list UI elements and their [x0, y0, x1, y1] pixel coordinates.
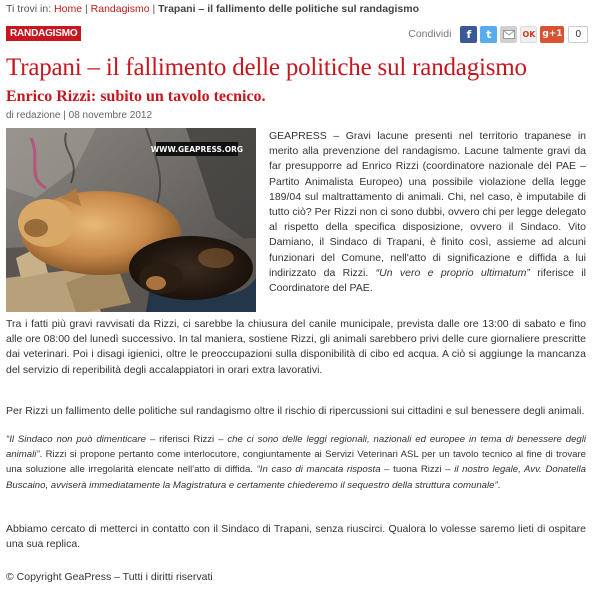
gplus-count: 0 [568, 26, 588, 43]
paragraph-text: . Rizzi si propone pertanto come interlocutore, congiuntamente ai Servizi Veterinari ASL per un tavolo tecnico al fine di trovare una soluzione alle irregolarità elencate nell'atto di diffida. [6, 449, 586, 476]
breadcrumb [6, 3, 419, 15]
quote-text: che ci sono delle leggi regionali, nazionali ed europee in tema di benessere degli animali” [6, 434, 587, 461]
facebook-share-button[interactable]: f [460, 26, 477, 43]
quote-text: il nostro legale, Avv. Donatella Buscaino, avviserà immediatamente la Magistratura e certamente chiederemo il sequestro della struttura comunale” [6, 464, 586, 491]
envelope-icon [503, 30, 515, 39]
breadcrumb-separator: | [152, 3, 156, 15]
breadcrumb-separator: | [84, 3, 88, 15]
intro-quote: “Un vero e proprio ultimatum” [375, 266, 530, 279]
article-paragraph-4: Abbiamo cercato di metterci in contatto con il Sindaco di Trapani, senza riuscirci. Qualora lo volesse saremo lieti di ospitare una sua replica. [6, 523, 586, 551]
intro-text: GEAPRESS – Gravi lacune presenti nel territorio trapanese in merito alla prevenzione del randagismo. Lacune talmente gravi da far presupporre ad Enrico Rizzi (coordinatore nazionale del PAE – Partito Animalista Europeo) una possibile violazione della legge 189/04 sul maltrattamento di animali. Chi, nel caso, è imputabile di tutto ciò? Per Rizzi non ci sono dubbi, ovvero chi per legge delegato al rispetto della specifica disposizione, ovvero il Sindaco. Vito Damiano, il Sindaco di Trapani, è finito così, assieme ad alcuni funzionari del Comune, nell'atto di significazione e diffida a lui indirizzato da Rizzi. [269, 130, 586, 279]
article-intro-paragraph [269, 129, 586, 296]
paragraph-text: . [497, 479, 501, 491]
intro-text-end: riferisce il Coordinatore del PAE. [269, 266, 586, 295]
article-paragraph-2: Per Rizzi un fallimento delle politiche sul randagismo oltre il rischio di ripercussioni sui cittadini e sul benessere degli animali. [6, 405, 585, 417]
sleeping-dogs-image [6, 128, 256, 312]
category-badge[interactable]: RANDAGISMO [6, 26, 81, 41]
ok-share-button[interactable]: OK [520, 26, 537, 43]
paragraph-text: – tuona Rizzi – [380, 464, 455, 476]
twitter-share-button[interactable]: t [480, 26, 497, 43]
article-photo [6, 128, 256, 312]
quote-text: “Il Sindaco non può dimenticare [6, 434, 146, 445]
photo-watermark: WWW.GEAPRESS.ORG [150, 145, 244, 154]
article-paragraph-3 [6, 432, 586, 493]
copyright-notice: © Copyright GeaPress – Tutti i diritti riservati [6, 571, 213, 583]
article-paragraph-1: Tra i fatti più gravi ravvisati da Rizzi, ci sarebbe la chiusura del canile municipale, prevista dalle ore 13:00 di sabato e fino alle ore 08:00 del lunedì successivo. In tal maniera, sostiene Rizzi, gli animali sarebbero privi delle cure giornaliere prescritte dai veterinari. Poi i disagi igienici, oltre le preoccupazioni sulla disponibilità di cibo ed acqua. A ciò si aggiunge la mancanza del servizio di reperibilità degli accalappiatori in orari extra lavorativi. [6, 318, 586, 376]
paragraph-text: – riferisci Rizzi – [145, 434, 228, 445]
article-meta: di redazione | 08 novembre 2012 [6, 110, 153, 121]
gplus-share-button[interactable]: g+1 [540, 26, 564, 43]
quote-text: “In caso di mancata risposta [256, 464, 381, 476]
share-label: Condividi [408, 28, 452, 40]
email-share-button[interactable] [500, 26, 517, 43]
breadcrumb-randagismo-link[interactable]: Randagismo [90, 3, 150, 15]
breadcrumb-prefix: Ti trovi in: [6, 3, 52, 15]
share-bar [408, 24, 588, 44]
breadcrumb-home-link[interactable]: Home [54, 3, 83, 15]
breadcrumb-current: Trapani – il fallimento delle politiche sul randagismo [158, 3, 419, 15]
article-title: Trapani – il fallimento delle politiche sul randagismo [6, 54, 527, 81]
article-subtitle: Enrico Rizzi: subito un tavolo tecnico. [6, 88, 266, 105]
